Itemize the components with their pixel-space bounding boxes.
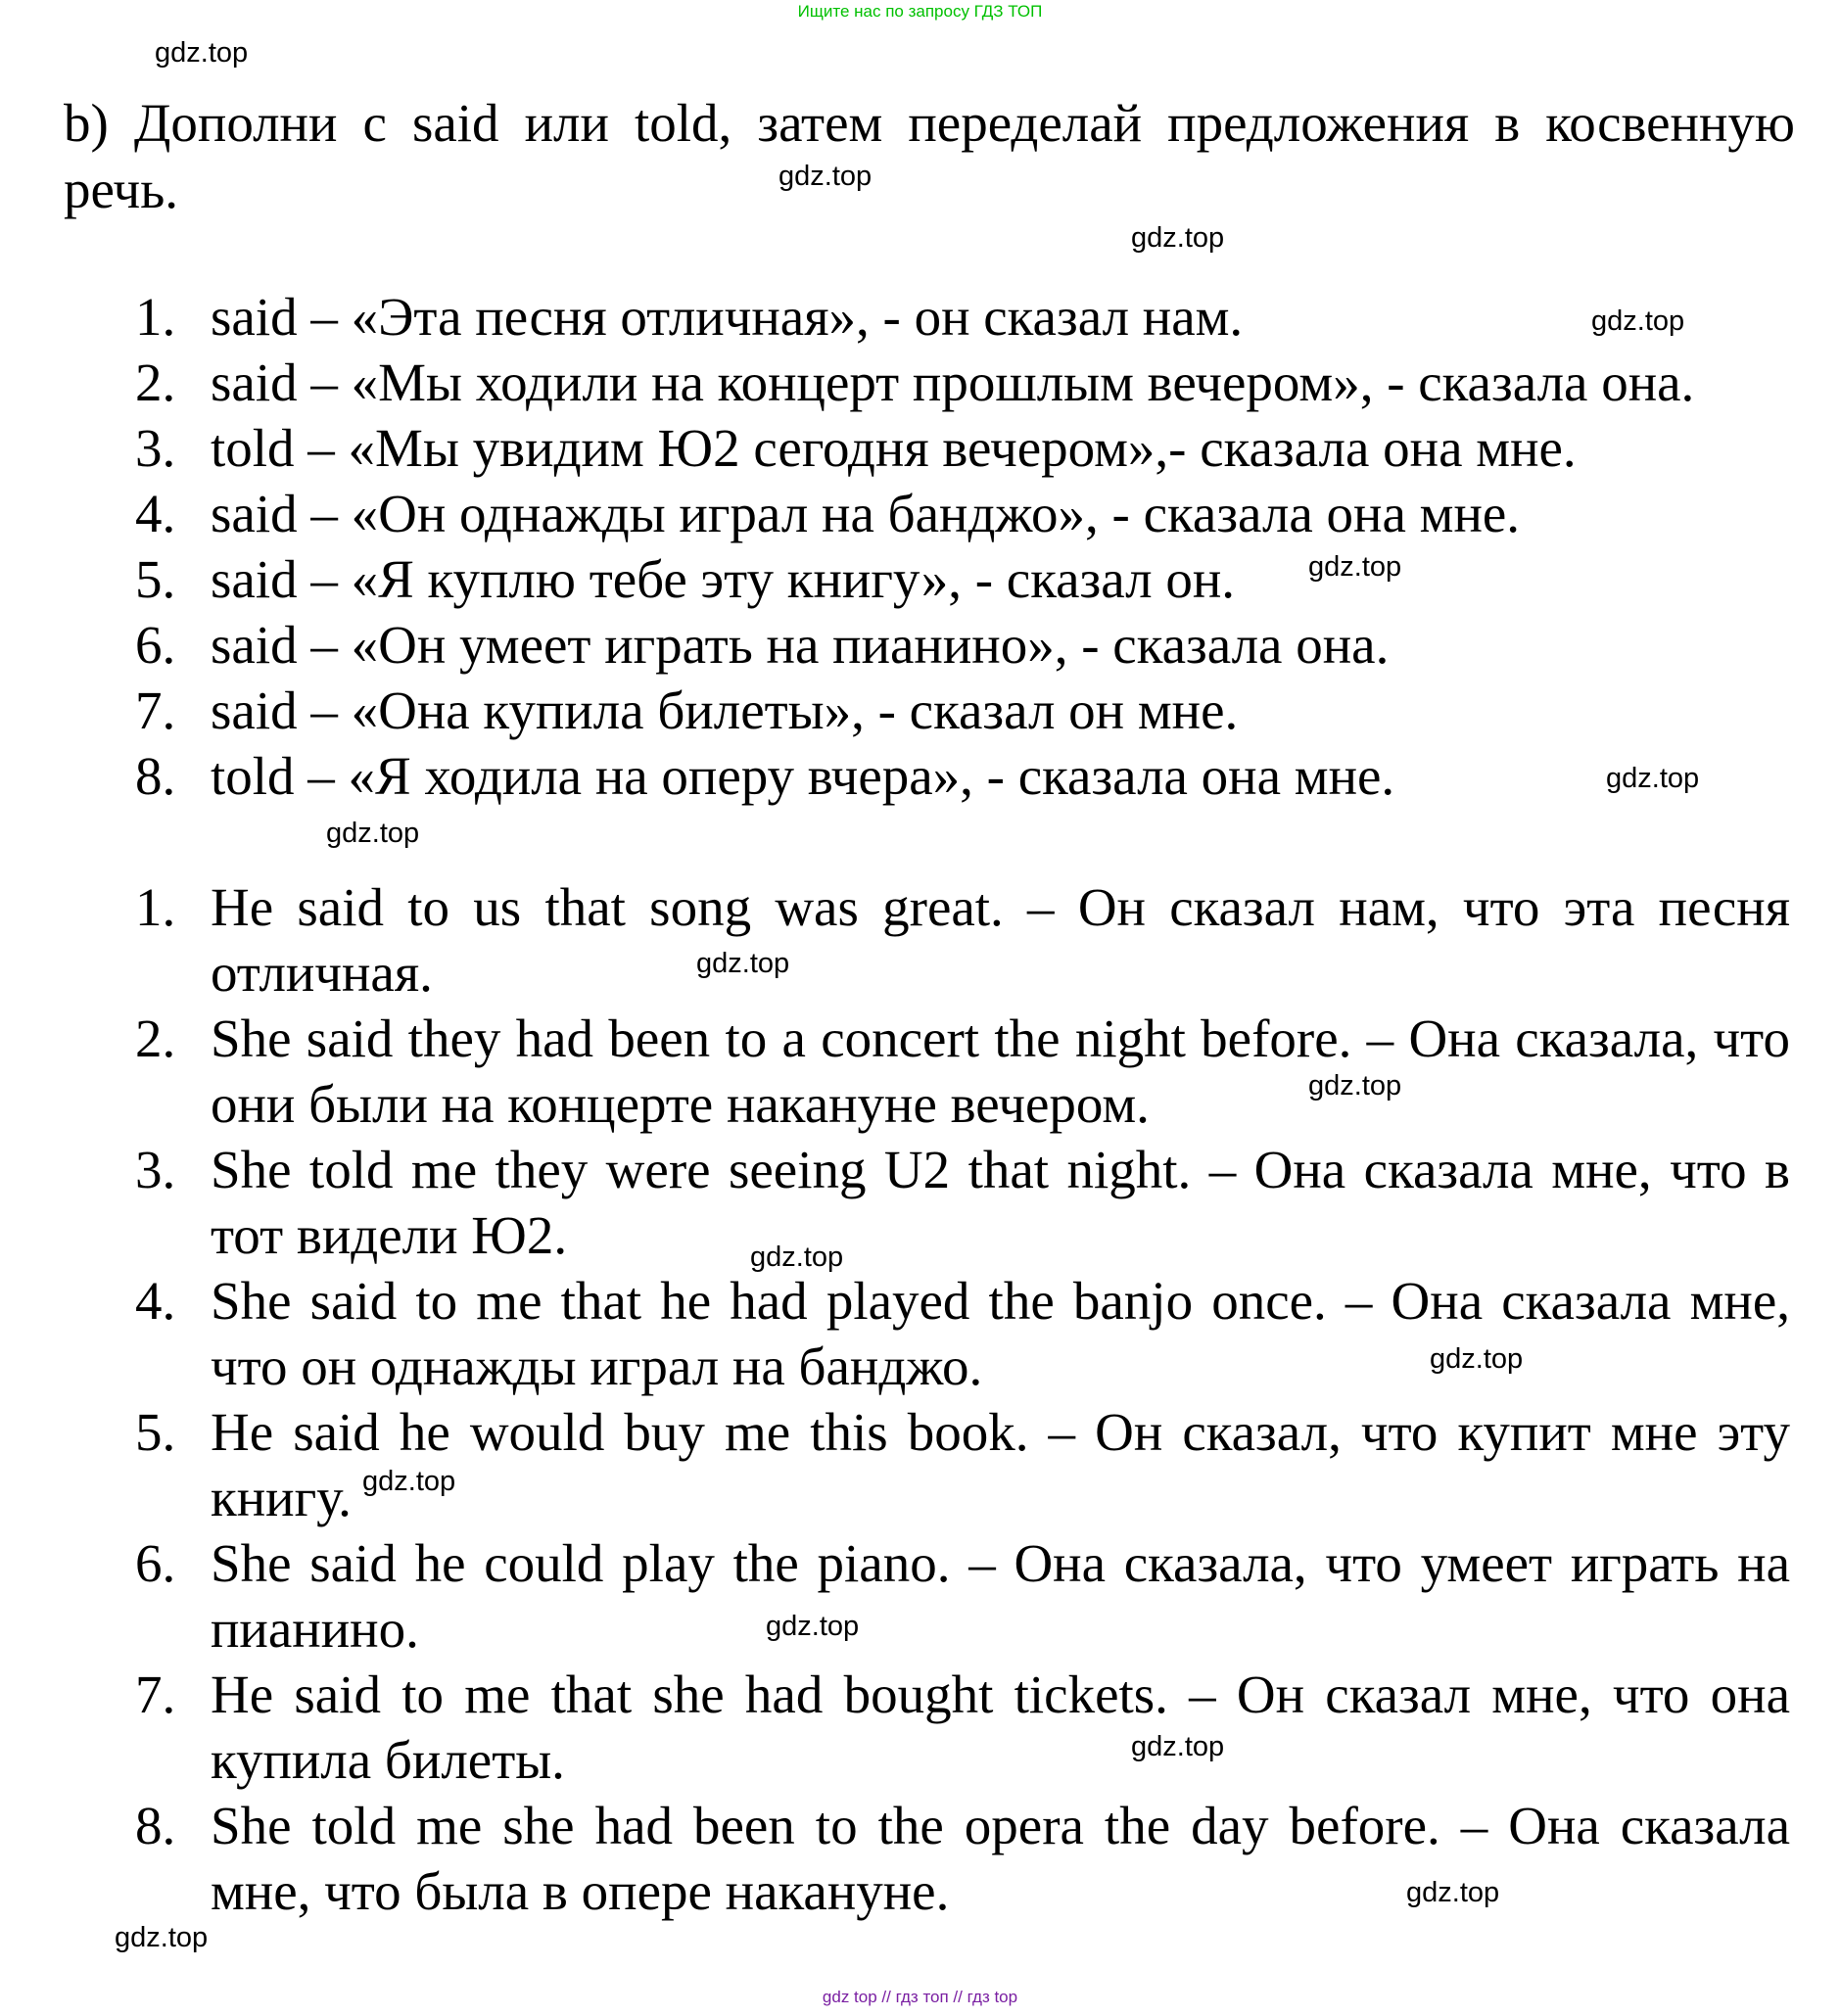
item-text: said – «Он умеет играть на пианино», - сказала она. [211, 615, 1390, 675]
watermark: gdz.top [326, 818, 420, 849]
answers-list [0, 284, 1790, 809]
answer-item [0, 284, 1790, 350]
watermark: gdz.top [1131, 222, 1225, 254]
item-number: 1. [135, 287, 176, 347]
item-number: 5. [135, 1402, 176, 1462]
item-number: 7. [135, 1664, 176, 1724]
reported-item [0, 874, 1790, 1006]
item-text: He said to me that she had bought tickets. – Он сказал мне, что она купила билеты. [211, 1664, 1790, 1790]
answer-item [0, 612, 1790, 678]
top-banner: Ищите нас по запросу ГДЗ ТОП [797, 2, 1043, 21]
reported-item [0, 1793, 1790, 1924]
item-text: She told me she had been to the opera the day before. – Она сказала мне, что была в опере накануне. [211, 1796, 1790, 1921]
item-number: 2. [135, 1008, 176, 1068]
reported-item [0, 1006, 1790, 1137]
reported-item [0, 1530, 1790, 1662]
answer-item [0, 743, 1790, 809]
item-number: 4. [135, 1271, 176, 1331]
reported-item [0, 1268, 1790, 1399]
item-text: told – «Мы увидим Ю2 сегодня вечером»,- сказала она мне. [211, 418, 1577, 478]
exercise-heading: b) Дополни с said или told, затем переделай предложения в косвенную речь. [64, 93, 1795, 219]
item-text: said – «Я куплю тебе эту книгу», - сказал он. [211, 549, 1236, 609]
item-text: said – «Эта песня отличная», - он сказал нам. [211, 287, 1244, 347]
item-number: 6. [135, 615, 176, 675]
reported-item [0, 1399, 1790, 1530]
watermark: gdz.top [1591, 305, 1685, 337]
item-text: She said he could play the piano. – Она сказала, что умеет играть на пианино. [211, 1533, 1790, 1659]
item-number: 6. [135, 1533, 176, 1593]
item-number: 8. [135, 1796, 176, 1855]
item-number: 7. [135, 680, 176, 740]
watermark: gdz.top [115, 1922, 209, 1953]
watermark: gdz.top [778, 161, 873, 192]
answer-item [0, 546, 1790, 612]
item-text: said – «Она купила билеты», - сказал он мне. [211, 680, 1239, 740]
watermark: gdz.top [766, 1611, 860, 1642]
item-text: told – «Я ходила на оперу вчера», - сказала она мне. [211, 746, 1395, 806]
item-text: He said he would buy me this book. – Он сказал, что купит мне эту книгу. [211, 1402, 1790, 1527]
item-number: 2. [135, 352, 176, 412]
watermark: gdz.top [362, 1466, 456, 1497]
watermark: gdz.top [1131, 1731, 1225, 1762]
watermark: gdz.top [1308, 1070, 1402, 1102]
watermark: gdz.top [696, 948, 790, 979]
watermark: gdz.top [750, 1242, 844, 1273]
item-number: 8. [135, 746, 176, 806]
item-number: 4. [135, 484, 176, 543]
watermark: gdz.top [155, 37, 249, 69]
item-text: She said they had been to a concert the night before. – Она сказала, что они были на концерте накануне вечером. [211, 1008, 1790, 1134]
answer-item [0, 350, 1790, 415]
item-text: She told me they were seeing U2 that night. – Она сказала мне, что в тот видели Ю2. [211, 1140, 1790, 1265]
footer-links: gdz top // гдз топ // гдз top [822, 1988, 1018, 2006]
item-text: said – «Мы ходили на концерт прошлым вечером», - сказала она. [211, 352, 1695, 412]
reported-speech-list [0, 874, 1790, 1924]
watermark: gdz.top [1606, 763, 1700, 794]
item-number: 1. [135, 877, 176, 937]
answer-item [0, 415, 1790, 481]
reported-item [0, 1137, 1790, 1268]
item-text: She said to me that he had played the banjo once. – Она сказала мне, что он однажды играл на банджо. [211, 1271, 1790, 1396]
answer-item [0, 481, 1790, 546]
watermark: gdz.top [1308, 551, 1402, 583]
watermark: gdz.top [1430, 1343, 1524, 1375]
item-text: said – «Он однажды играл на банджо», - сказала она мне. [211, 484, 1521, 543]
item-number: 5. [135, 549, 176, 609]
answer-item [0, 678, 1790, 743]
watermark: gdz.top [1406, 1877, 1500, 1908]
item-number: 3. [135, 1140, 176, 1199]
item-number: 3. [135, 418, 176, 478]
item-text: He said to us that song was great. – Он сказал нам, что эта песня отличная. [211, 877, 1790, 1003]
reported-item [0, 1662, 1790, 1793]
